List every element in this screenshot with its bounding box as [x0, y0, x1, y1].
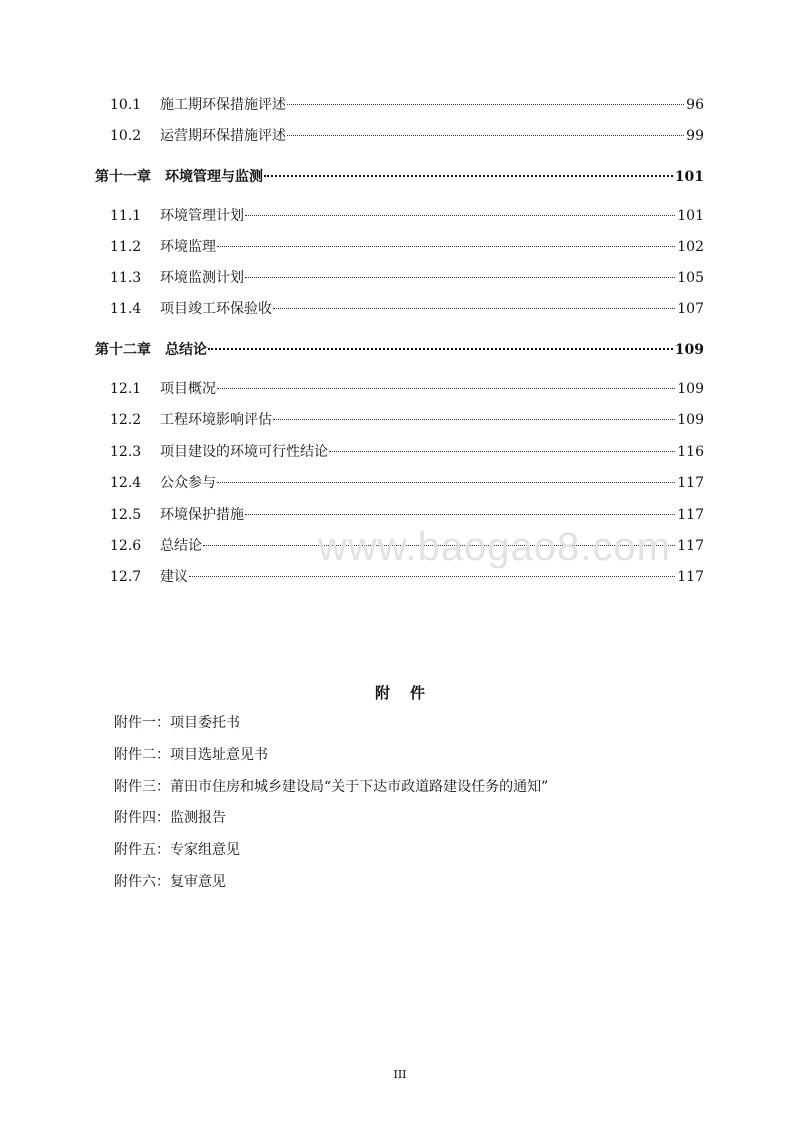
toc-entry-11-2[interactable] — [110, 237, 704, 257]
dot-leader — [217, 388, 675, 389]
toc-chapter-11[interactable] — [95, 167, 704, 187]
toc-chapter-12[interactable] — [95, 340, 704, 360]
toc-title: 环境管理与监测 — [165, 169, 263, 185]
toc-entry-11-3[interactable] — [110, 268, 704, 288]
dot-leader — [208, 348, 673, 350]
dot-leader — [273, 419, 675, 420]
toc-entry-12-1[interactable] — [110, 379, 704, 399]
dot-leader — [245, 277, 675, 278]
appendix-heading: 附件 — [374, 684, 445, 702]
toc-page: 109 — [677, 381, 704, 397]
dot-leader — [329, 451, 675, 452]
toc-entry-10-2[interactable] — [110, 126, 704, 146]
toc-page: 116 — [677, 444, 704, 460]
toc-page: 109 — [677, 412, 704, 428]
toc-page: 101 — [677, 208, 704, 224]
toc-entry-12-3[interactable] — [110, 442, 704, 462]
dot-leader — [217, 246, 675, 247]
toc-page: 105 — [677, 270, 704, 286]
toc-entry-12-5[interactable] — [110, 505, 704, 525]
toc-title: 公众参与 — [160, 475, 216, 491]
toc-number: 12.5 — [110, 507, 142, 523]
toc-page: 117 — [677, 507, 704, 523]
dot-leader — [273, 308, 675, 309]
appendix-item[interactable]: 附件二：项目选址意见书 — [114, 747, 268, 763]
dot-leader — [189, 576, 675, 577]
toc-page: 109 — [674, 342, 704, 358]
dot-leader — [287, 135, 684, 136]
toc-number: 11.1 — [110, 208, 142, 224]
page-number: III — [393, 1068, 407, 1081]
toc-chapter-number: 第十二章 — [95, 342, 151, 358]
toc-title: 总结论 — [165, 342, 207, 358]
dot-leader — [203, 545, 675, 546]
toc-page: 117 — [677, 475, 704, 491]
watermark: www.baogao8.com — [318, 525, 671, 569]
toc-number: 11.3 — [110, 270, 142, 286]
dot-leader — [264, 175, 673, 177]
toc-number: 12.3 — [110, 444, 142, 460]
appendix-item[interactable]: 附件五：专家组意见 — [114, 842, 240, 858]
toc-number: 12.2 — [110, 412, 142, 428]
toc-number: 11.4 — [110, 301, 142, 317]
toc-title: 工程环境影响评估 — [160, 412, 272, 428]
toc-number: 10.1 — [110, 97, 142, 113]
dot-leader — [245, 215, 675, 216]
toc-title: 环境监理 — [160, 239, 216, 255]
toc-page: 117 — [677, 538, 704, 554]
toc-title: 环境保护措施 — [160, 507, 244, 523]
toc-number: 12.4 — [110, 475, 142, 491]
toc-number: 12.6 — [110, 538, 142, 554]
dot-leader — [287, 104, 684, 105]
toc-title: 建议 — [160, 569, 188, 585]
toc-entry-12-4[interactable] — [110, 473, 704, 493]
appendix-item[interactable]: 附件四：监测报告 — [114, 810, 226, 826]
toc-chapter-number: 第十一章 — [95, 169, 151, 185]
toc-page: 101 — [674, 169, 704, 185]
appendix-item[interactable]: 附件一：项目委托书 — [114, 715, 240, 731]
toc-entry-12-2[interactable] — [110, 410, 704, 430]
toc-entry-11-4[interactable] — [110, 299, 704, 319]
toc-number: 12.7 — [110, 569, 142, 585]
toc-page: 102 — [677, 239, 704, 255]
toc-entry-10-1[interactable] — [110, 95, 704, 115]
toc-entry-12-7[interactable] — [110, 567, 704, 587]
toc-page: 99 — [686, 128, 704, 144]
toc-title: 施工期环保措施评述 — [160, 97, 286, 113]
dot-leader — [217, 482, 675, 483]
toc-number: 12.1 — [110, 381, 142, 397]
toc-title: 项目竣工环保验收 — [160, 301, 272, 317]
appendix-item[interactable]: 附件六：复审意见 — [114, 874, 226, 890]
toc-title: 环境管理计划 — [160, 208, 244, 224]
toc-entry-11-1[interactable] — [110, 206, 704, 226]
appendix-item[interactable]: 附件三：莆田市住房和城乡建设局“关于下达市政道路建设任务的通知” — [114, 779, 549, 795]
toc-title: 环境监测计划 — [160, 270, 244, 286]
toc-number: 11.2 — [110, 239, 142, 255]
toc-title: 项目概况 — [160, 381, 216, 397]
dot-leader — [245, 514, 675, 515]
toc-page: 107 — [677, 301, 704, 317]
toc-page: 117 — [677, 569, 704, 585]
toc-title: 项目建设的环境可行性结论 — [160, 444, 328, 460]
toc-entry-12-6[interactable] — [110, 536, 704, 556]
toc-number: 10.2 — [110, 128, 142, 144]
toc-title: 总结论 — [160, 538, 202, 554]
toc-page: 96 — [686, 97, 704, 113]
toc-title: 运营期环保措施评述 — [160, 128, 286, 144]
